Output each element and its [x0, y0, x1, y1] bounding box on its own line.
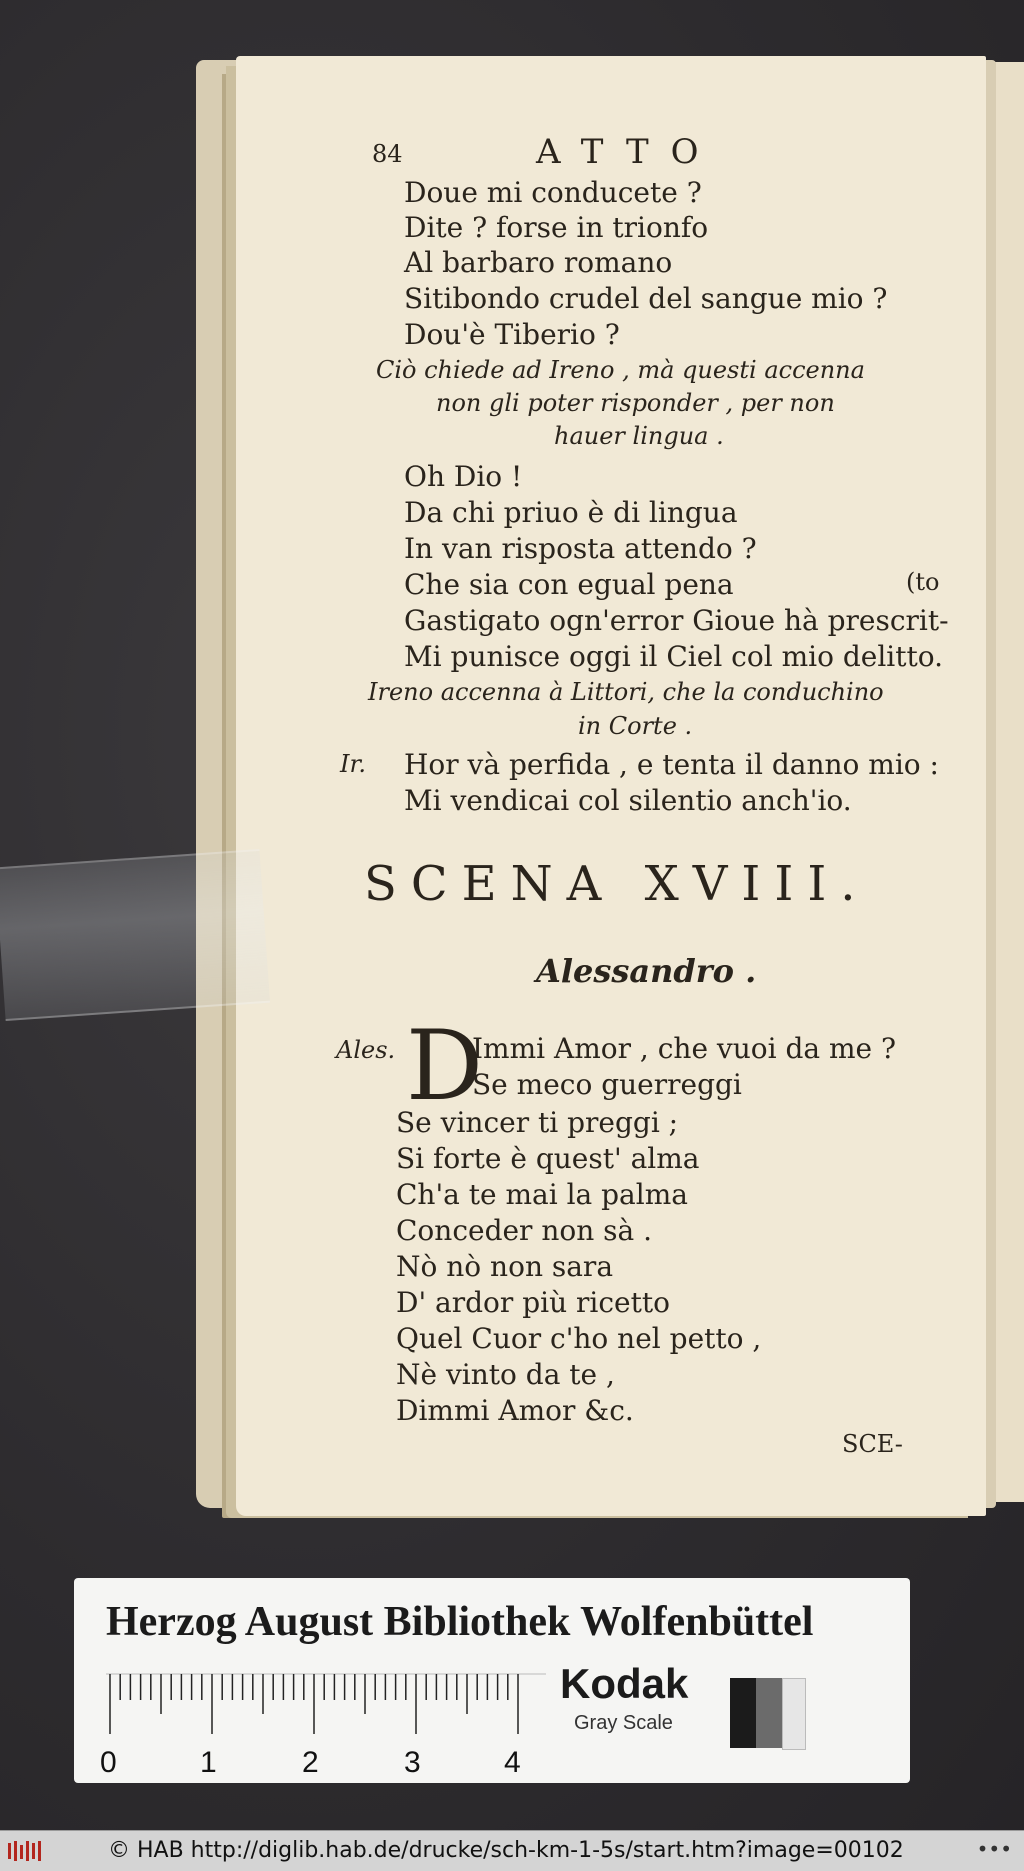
viewer-footer-bar [0, 1830, 1024, 1871]
verse-line: Nò nò non sara [396, 1250, 614, 1283]
verse-line: Oh Dio ! [404, 460, 523, 493]
ruler-label-4: 4 [504, 1746, 521, 1779]
verse-line: Ch'a te mai la palma [396, 1178, 688, 1211]
stage-direction-line: Ireno accenna à Littori, che la conduchino [368, 678, 884, 706]
institution-name: Herzog August Bibliothek Wolfenbüttel [106, 1599, 814, 1645]
verse-line: Da chi priuo è di lingua [404, 496, 738, 529]
stage-direction-line: non gli poter risponder , per non [436, 389, 835, 417]
gray-swatch-dark [730, 1678, 756, 1748]
gray-swatch-mid [756, 1678, 782, 1748]
verse-line: Se vincer ti preggi ; [396, 1106, 679, 1139]
color-calibration-bar [74, 1578, 910, 1783]
permalink-text[interactable]: © HAB http://diglib.hab.de/drucke/sch-km-1-5s/start.htm?image=00102 [108, 1838, 904, 1863]
verse-line: Che sia con egual pena [404, 568, 734, 601]
verse-line: Mi punisce oggi il Ciel col mio delitto. [404, 640, 943, 673]
stage-direction-line: Ciò chiede ad Ireno , mà questi accenna [376, 356, 865, 384]
verse-line: Dite ? forse in trionfo [404, 211, 709, 244]
gray-scale-label: Gray Scale [574, 1712, 673, 1734]
verse-line: In van risposta attendo ? [404, 532, 757, 565]
speaker-label: Ir. [340, 750, 366, 778]
hab-logo-icon [6, 1839, 46, 1863]
verse-line: Immi Amor , che vuoi da me ? [472, 1032, 897, 1065]
verse-line: Dou'è Tiberio ? [404, 318, 620, 351]
verse-line: Mi vendicai col silentio anch'io. [404, 784, 852, 817]
ruler-label-0: 0 [100, 1746, 117, 1779]
book-page [236, 56, 986, 1516]
verse-line: Doue mi conducete ? [404, 176, 702, 209]
ruler-label-2: 2 [302, 1746, 319, 1779]
ruler-label-1: 1 [200, 1746, 217, 1779]
scene-title: SCENA XVIII. [364, 856, 870, 912]
verse-line: Gastigato ogn'error Gioue hà prescrit- [404, 604, 949, 637]
ruler [106, 1668, 546, 1768]
verse-line: Dimmi Amor &c. [396, 1394, 634, 1427]
more-menu-icon[interactable]: ••• [976, 1837, 1012, 1861]
verse-line: Nè vinto da te , [396, 1358, 615, 1391]
gray-swatch-light [782, 1678, 806, 1750]
verse-line: Conceder non sà . [396, 1214, 653, 1247]
running-head: ATTO [536, 132, 721, 172]
page-number: 84 [372, 140, 403, 168]
verse-line: Se meco guerreggi [472, 1068, 742, 1101]
adhesive-tape [0, 849, 270, 1021]
catchword: SCE- [842, 1430, 903, 1458]
verse-line: Si forte è quest' alma [396, 1142, 700, 1175]
ruler-label-3: 3 [404, 1746, 421, 1779]
verse-line: Al barbaro romano [404, 246, 673, 279]
speaker-label: Ales. [336, 1036, 396, 1064]
stage-direction-line: hauer lingua . [554, 422, 724, 450]
line-overflow: (to [906, 568, 940, 596]
verse-line: Hor và perfida , e tenta il danno mio : [404, 748, 939, 781]
kodak-logo-text: Kodak [560, 1660, 689, 1707]
verse-line: Sitibondo crudel del sangue mio ? [404, 282, 888, 315]
scene-character: Alessandro . [536, 952, 757, 990]
stage-direction-line: in Corte . [578, 712, 693, 740]
verse-line: Quel Cuor c'ho nel petto , [396, 1322, 762, 1355]
verse-line: D' ardor più ricetto [396, 1286, 670, 1319]
drop-cap: D [406, 1010, 483, 1122]
